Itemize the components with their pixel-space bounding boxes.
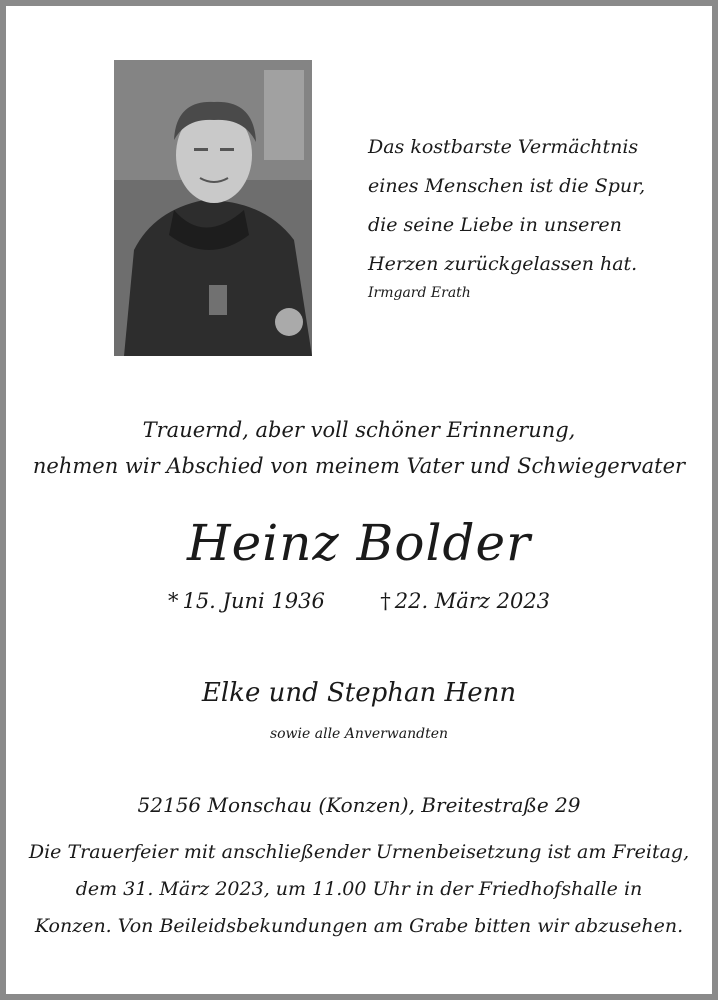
relatives-note: sowie alle Anverwandten — [269, 726, 449, 742]
quote-author: Irmgard Erath — [368, 285, 471, 301]
birth-date: 15. Juni 1936 — [182, 589, 325, 613]
quote-line: Das kostbarste Vermächtnis — [368, 136, 639, 158]
intro-text — [0, 412, 718, 484]
service-line: Konzen. Von Beileidsbekundungen am Grabe bitten wir abzusehen. — [34, 915, 684, 937]
life-dates — [0, 584, 718, 618]
deceased-name: Heinz Bolder — [187, 514, 531, 572]
intro-line: Trauernd, aber voll schöner Erinnerung, — [142, 418, 576, 442]
quote-line: eines Menschen ist die Spur, — [368, 175, 646, 197]
birth-star-icon: * — [167, 589, 179, 613]
address: 52156 Monschau (Konzen), Breitestraße 29 — [137, 793, 581, 817]
intro-line: nehmen wir Abschied von meinem Vater und Schwiegervater — [32, 454, 686, 478]
service-line: dem 31. März 2023, um 11.00 Uhr in der Friedhofshalle in — [75, 878, 643, 900]
memorial-quote — [368, 128, 668, 304]
quote-line: Herzen zurückgelassen hat. — [368, 253, 638, 275]
portrait-photo — [114, 60, 312, 356]
death-cross-icon: † — [380, 589, 391, 613]
mourning-family: Elke und Stephan Henn — [201, 678, 517, 708]
service-info — [0, 834, 718, 945]
quote-line: die seine Liebe in unseren — [368, 214, 622, 236]
death-date: 22. März 2023 — [394, 589, 551, 613]
service-line: Die Trauerfeier mit anschließender Urnenbeisetzung ist am Freitag, — [28, 841, 690, 863]
